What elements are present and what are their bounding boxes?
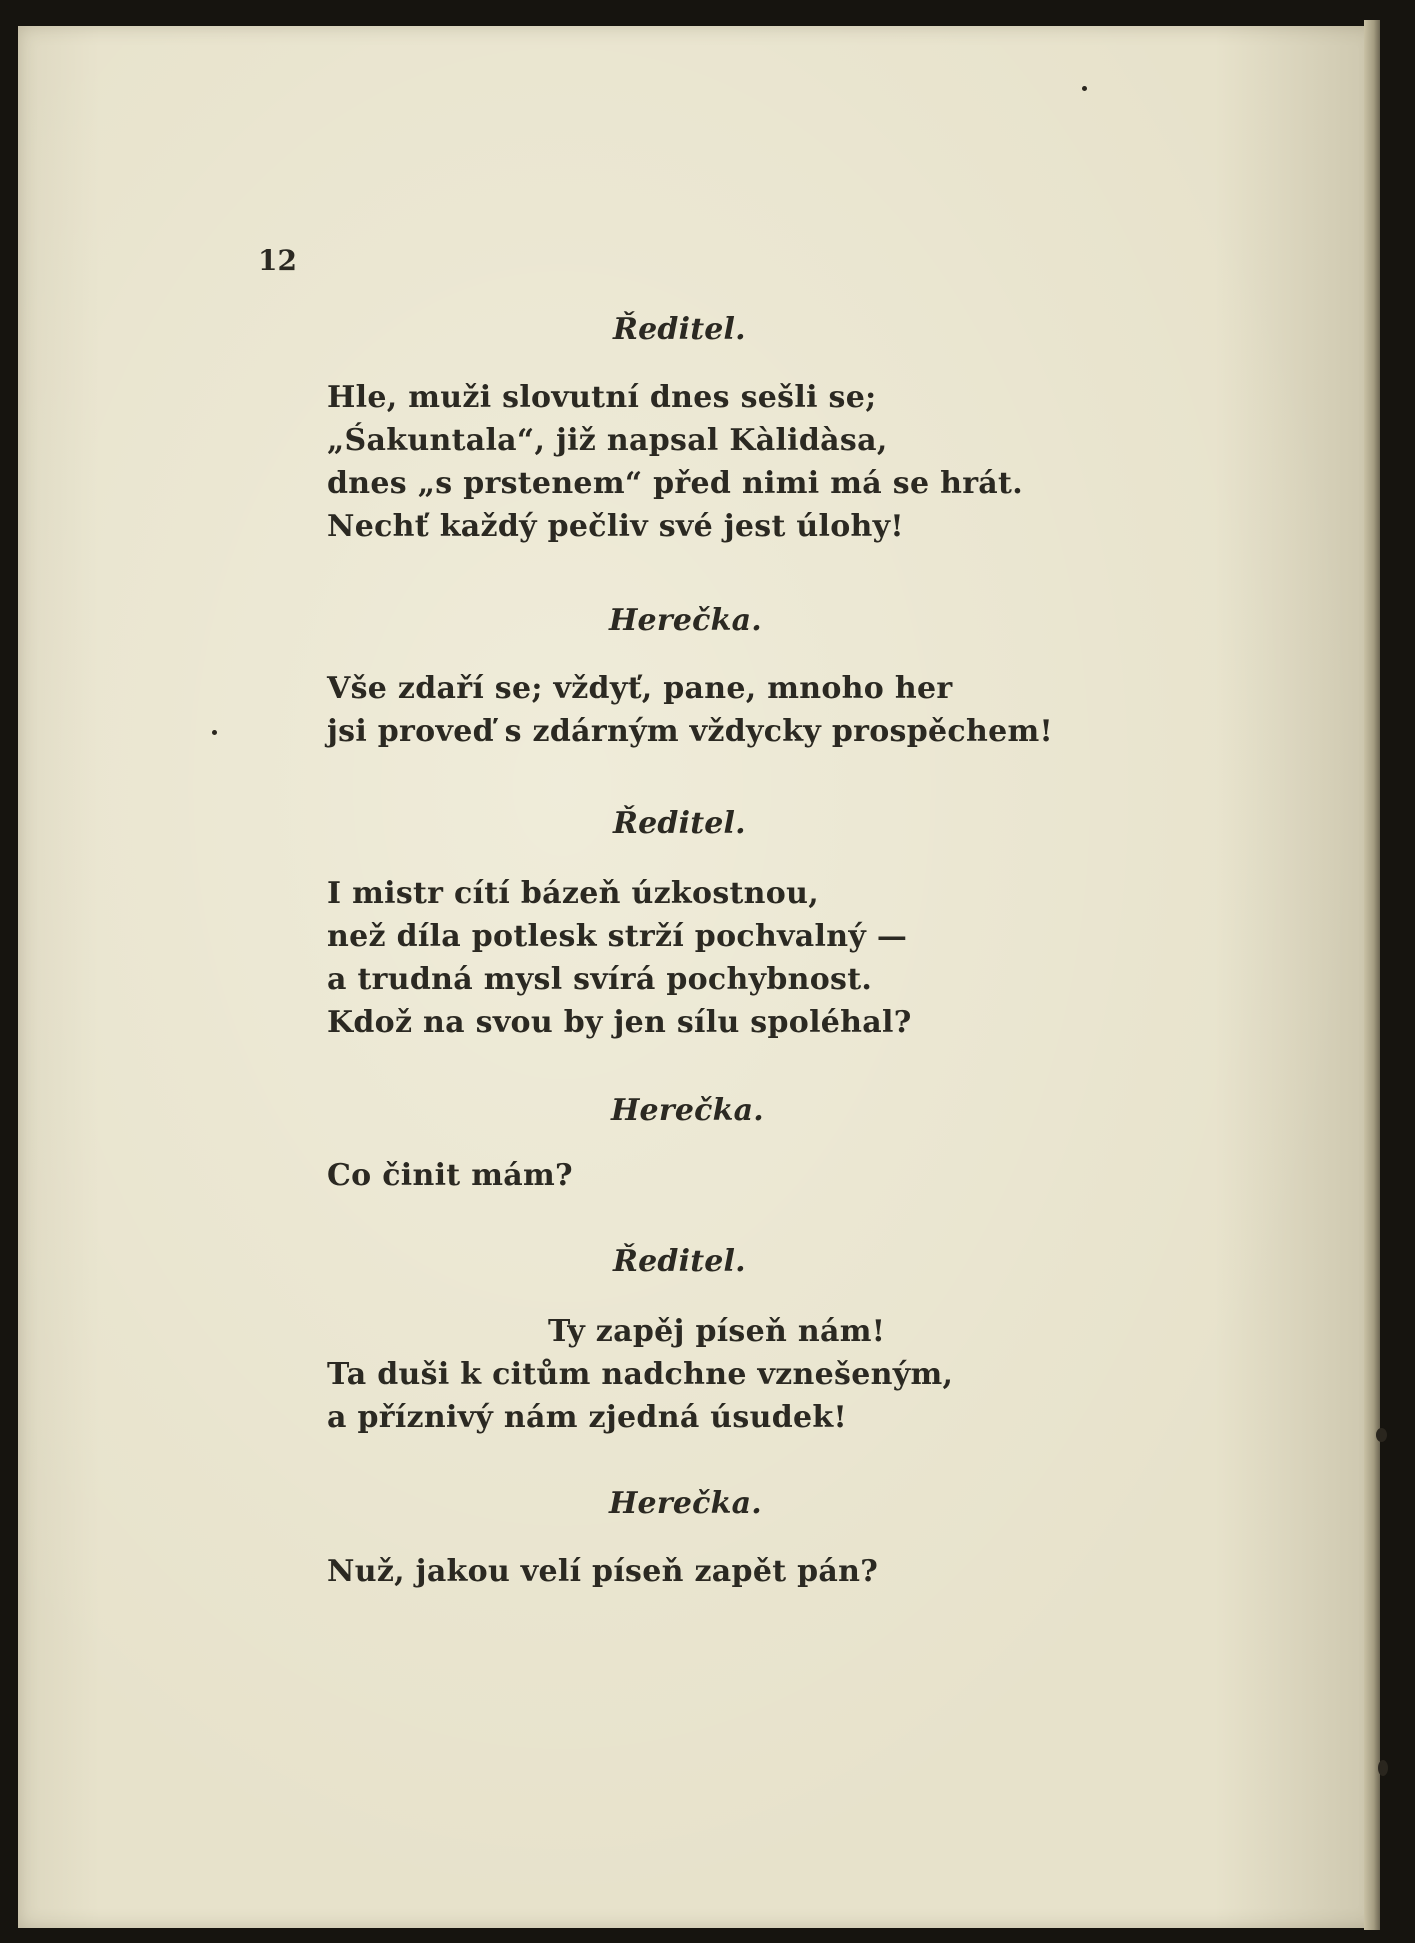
verse-line: jsi proveď s zdárným vždycky prospěchem! <box>327 714 1053 749</box>
verse-line: než díla potlesk strží pochvalný — <box>327 919 908 954</box>
verse-line: dnes „s prstenem“ před nimi má se hrát. <box>327 466 1023 501</box>
verse-line: I mistr cítí bázeň úzkostnou, <box>327 876 819 911</box>
verse-line: a trudná mysl svírá pochybnost. <box>327 962 873 997</box>
page-number: 12 <box>258 244 297 277</box>
verse-line: Ta duši k citům nadchne vznešeným, <box>327 1357 954 1392</box>
speaker-heading: Herečka. <box>609 1486 762 1521</box>
verse-line: Kdož na svou by jen sílu spoléhal? <box>327 1005 912 1040</box>
scan-speck <box>1082 86 1087 91</box>
verse-line: Nuž, jakou velí píseň zapět pán? <box>327 1554 879 1589</box>
speaker-heading: Ředitel. <box>613 806 746 841</box>
scan-speck <box>212 730 217 735</box>
verse-line: Nechť každý pečliv své jest úlohy! <box>327 509 904 544</box>
verse-line: Vše zdaří se; vždyť, pane, mnoho her <box>327 671 953 706</box>
speaker-heading: Herečka. <box>609 603 762 638</box>
speaker-heading: Herečka. <box>611 1093 764 1128</box>
verse-line: Ty zapěj píseň nám! <box>548 1314 886 1349</box>
verse-line: Co činit mám? <box>327 1158 573 1193</box>
scan-speck <box>1378 1760 1388 1776</box>
verse-line: a příznivý nám zjedná úsudek! <box>327 1400 847 1435</box>
verse-line: „Śakuntala“, již napsal Kàlidàsa, <box>327 423 888 458</box>
scan-speck <box>1376 1428 1387 1442</box>
page-edge-shadow <box>1364 20 1380 1930</box>
speaker-heading: Ředitel. <box>613 312 746 347</box>
verse-line: Hle, muži slovutní dnes sešli se; <box>327 380 877 415</box>
speaker-heading: Ředitel. <box>613 1244 746 1279</box>
